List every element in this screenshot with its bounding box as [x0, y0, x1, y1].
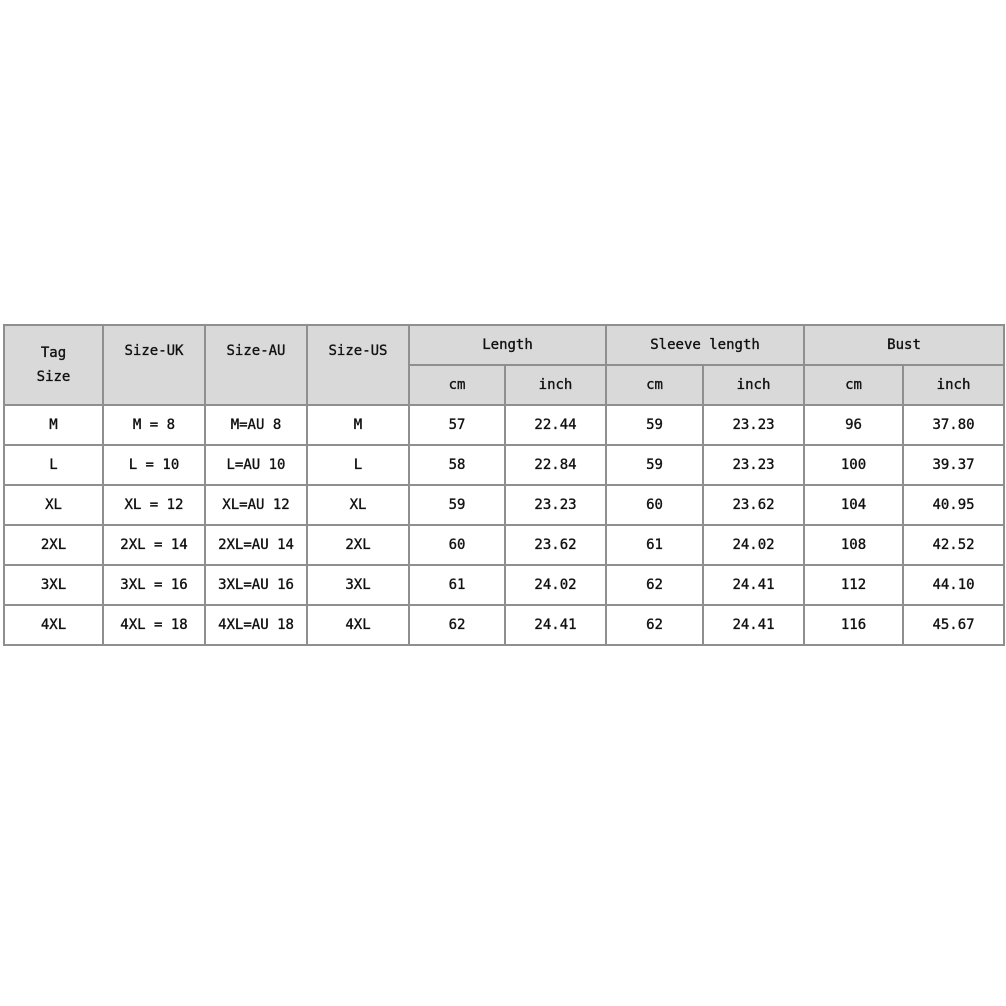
- cell-length-cm: 58: [409, 445, 505, 485]
- cell-size-us: 2XL: [307, 525, 409, 565]
- cell-sleeve-inch: 24.02: [703, 525, 804, 565]
- cell-bust-cm: 96: [804, 405, 903, 445]
- unit-bust-cm: cm: [804, 365, 903, 405]
- cell-sleeve-inch: 24.41: [703, 565, 804, 605]
- cell-bust-inch: 44.10: [903, 565, 1004, 605]
- cell-size-us: L: [307, 445, 409, 485]
- cell-bust-inch: 39.37: [903, 445, 1004, 485]
- header-tag-size-line1: Tag: [40, 345, 67, 361]
- cell-size-uk: 3XL = 16: [103, 565, 205, 605]
- table-row: [4, 405, 1004, 445]
- cell-sleeve-inch: 23.23: [703, 405, 804, 445]
- header-size-uk-label: Size-UK: [124, 343, 184, 359]
- cell-length-cm: 59: [409, 485, 505, 525]
- header-length: Length: [409, 325, 606, 365]
- cell-length-cm: 62: [409, 605, 505, 645]
- cell-size-uk: 4XL = 18: [103, 605, 205, 645]
- header-size-au-label: Size-AU: [226, 343, 286, 359]
- cell-sleeve-cm: 62: [606, 565, 703, 605]
- header-tag-size: [4, 325, 103, 405]
- cell-tag-size: XL: [4, 485, 103, 525]
- cell-tag-size: 4XL: [4, 605, 103, 645]
- cell-size-us: 4XL: [307, 605, 409, 645]
- cell-length-inch: 23.62: [505, 525, 606, 565]
- header-size-uk: [103, 325, 205, 405]
- cell-bust-cm: 108: [804, 525, 903, 565]
- cell-size-au: 2XL=AU 14: [205, 525, 307, 565]
- cell-size-us: XL: [307, 485, 409, 525]
- header-row: [4, 325, 1004, 365]
- header-size-au: [205, 325, 307, 405]
- table-row: [4, 565, 1004, 605]
- unit-sleeve-inch: inch: [703, 365, 804, 405]
- table-row: [4, 525, 1004, 565]
- cell-tag-size: M: [4, 405, 103, 445]
- cell-sleeve-cm: 59: [606, 445, 703, 485]
- cell-size-uk: 2XL = 14: [103, 525, 205, 565]
- cell-size-au: XL=AU 12: [205, 485, 307, 525]
- cell-tag-size: L: [4, 445, 103, 485]
- cell-sleeve-cm: 62: [606, 605, 703, 645]
- table-row: [4, 485, 1004, 525]
- cell-bust-inch: 40.95: [903, 485, 1004, 525]
- cell-size-uk: XL = 12: [103, 485, 205, 525]
- cell-length-cm: 60: [409, 525, 505, 565]
- cell-size-au: 3XL=AU 16: [205, 565, 307, 605]
- cell-length-inch: 22.44: [505, 405, 606, 445]
- unit-sleeve-cm: cm: [606, 365, 703, 405]
- cell-sleeve-inch: 23.62: [703, 485, 804, 525]
- cell-tag-size: 3XL: [4, 565, 103, 605]
- header-size-us-label: Size-US: [328, 343, 388, 359]
- cell-bust-inch: 45.67: [903, 605, 1004, 645]
- size-chart-table: [3, 324, 1005, 646]
- cell-length-inch: 24.02: [505, 565, 606, 605]
- cell-tag-size: 2XL: [4, 525, 103, 565]
- cell-sleeve-cm: 59: [606, 405, 703, 445]
- header-bust: Bust: [804, 325, 1004, 365]
- cell-sleeve-cm: 61: [606, 525, 703, 565]
- header-sleeve-length: Sleeve length: [606, 325, 804, 365]
- cell-size-au: L=AU 10: [205, 445, 307, 485]
- cell-size-au: M=AU 8: [205, 405, 307, 445]
- cell-bust-cm: 100: [804, 445, 903, 485]
- table-row: [4, 445, 1004, 485]
- cell-bust-cm: 104: [804, 485, 903, 525]
- cell-length-inch: 22.84: [505, 445, 606, 485]
- unit-length-inch: inch: [505, 365, 606, 405]
- cell-bust-cm: 116: [804, 605, 903, 645]
- cell-size-au: 4XL=AU 18: [205, 605, 307, 645]
- header-tag-size-line2: Size: [36, 369, 71, 385]
- cell-length-cm: 57: [409, 405, 505, 445]
- cell-length-cm: 61: [409, 565, 505, 605]
- cell-bust-cm: 112: [804, 565, 903, 605]
- cell-size-uk: L = 10: [103, 445, 205, 485]
- header-size-us: [307, 325, 409, 405]
- unit-length-cm: cm: [409, 365, 505, 405]
- cell-size-us: 3XL: [307, 565, 409, 605]
- cell-bust-inch: 42.52: [903, 525, 1004, 565]
- table-row: [4, 605, 1004, 645]
- cell-length-inch: 23.23: [505, 485, 606, 525]
- cell-bust-inch: 37.80: [903, 405, 1004, 445]
- cell-size-uk: M = 8: [103, 405, 205, 445]
- unit-bust-inch: inch: [903, 365, 1004, 405]
- size-rows: [4, 405, 1004, 645]
- cell-sleeve-inch: 24.41: [703, 605, 804, 645]
- cell-length-inch: 24.41: [505, 605, 606, 645]
- cell-size-us: M: [307, 405, 409, 445]
- cell-sleeve-cm: 60: [606, 485, 703, 525]
- cell-sleeve-inch: 23.23: [703, 445, 804, 485]
